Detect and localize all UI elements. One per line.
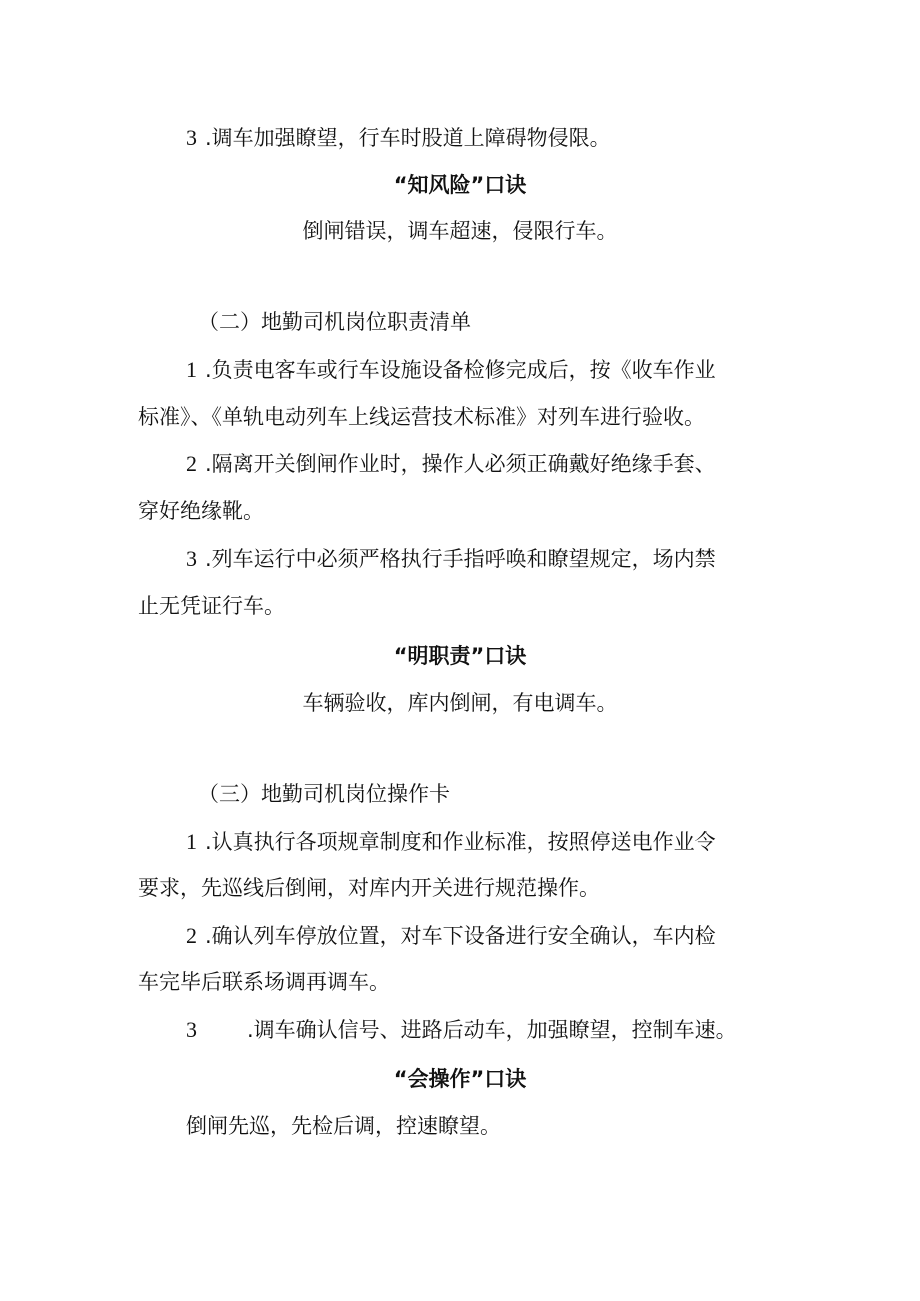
item-1-line-1 — [186, 827, 716, 857]
item-text: .调车加强瞭望，行车时股道上障碍物侵限。 — [205, 126, 611, 150]
item-2-line-2: 穿好绝缘靴。 — [138, 499, 264, 523]
mnemonic-title: “会操作”口诀 — [393, 1067, 527, 1091]
item-3-line-1 — [186, 544, 716, 574]
item-3-line — [186, 123, 611, 153]
item-3-line — [186, 1015, 737, 1045]
mnemonic-title: “知风险”口诀 — [393, 173, 527, 197]
item-2-line-1 — [186, 449, 716, 479]
section-heading: （三）地勤司机岗位操作卡 — [198, 782, 450, 806]
mnemonic-text: 倒闸错误，调车超速，侵限行车。 — [302, 219, 618, 243]
item-number: 3 — [186, 125, 197, 150]
item-1-line-2: 要求，先巡线后倒闸，对库内开关进行规范操作。 — [138, 876, 600, 900]
item-text: .调车确认信号、进路后动车，加强瞭望，控制车速。 — [247, 1018, 737, 1042]
section-heading: （二）地勤司机岗位职责清单 — [198, 310, 471, 334]
mnemonic-text: 倒闸先巡，先检后调，控速瞭望。 — [186, 1114, 501, 1138]
item-text: .确认列车停放位置，对车下设备进行安全确认，车内检 — [205, 924, 716, 948]
item-text: .认真执行各项规章制度和作业标准，按照停送电作业令 — [205, 830, 716, 854]
mnemonic-title: “明职责”口诀 — [393, 644, 527, 668]
item-2-line-2: 车完毕后联系场调再调车。 — [138, 970, 390, 994]
item-3-line-2: 止无凭证行车。 — [138, 594, 285, 618]
item-text: .隔离开关倒闸作业时，操作人必须正确戴好绝缘手套、 — [205, 452, 716, 476]
item-number: 3 — [186, 546, 197, 571]
item-text: .负责电客车或行车设施设备检修完成后，按《收车作业 — [205, 358, 716, 382]
item-1-line-2: 标准》、《单轨电动列车上线运营技术标准》对列车进行验收。 — [138, 405, 705, 429]
item-number: 2 — [186, 923, 197, 948]
item-1-line-1 — [186, 355, 716, 385]
mnemonic-text: 车辆验收，库内倒闸，有电调车。 — [302, 691, 618, 715]
item-number: 1 — [186, 829, 197, 854]
item-number: 3 — [186, 1017, 197, 1042]
item-2-line-1 — [186, 921, 716, 951]
item-number: 1 — [186, 357, 197, 382]
item-number: 2 — [186, 451, 197, 476]
item-text: .列车运行中必须严格执行手指呼唤和瞭望规定，场内禁 — [205, 547, 716, 571]
